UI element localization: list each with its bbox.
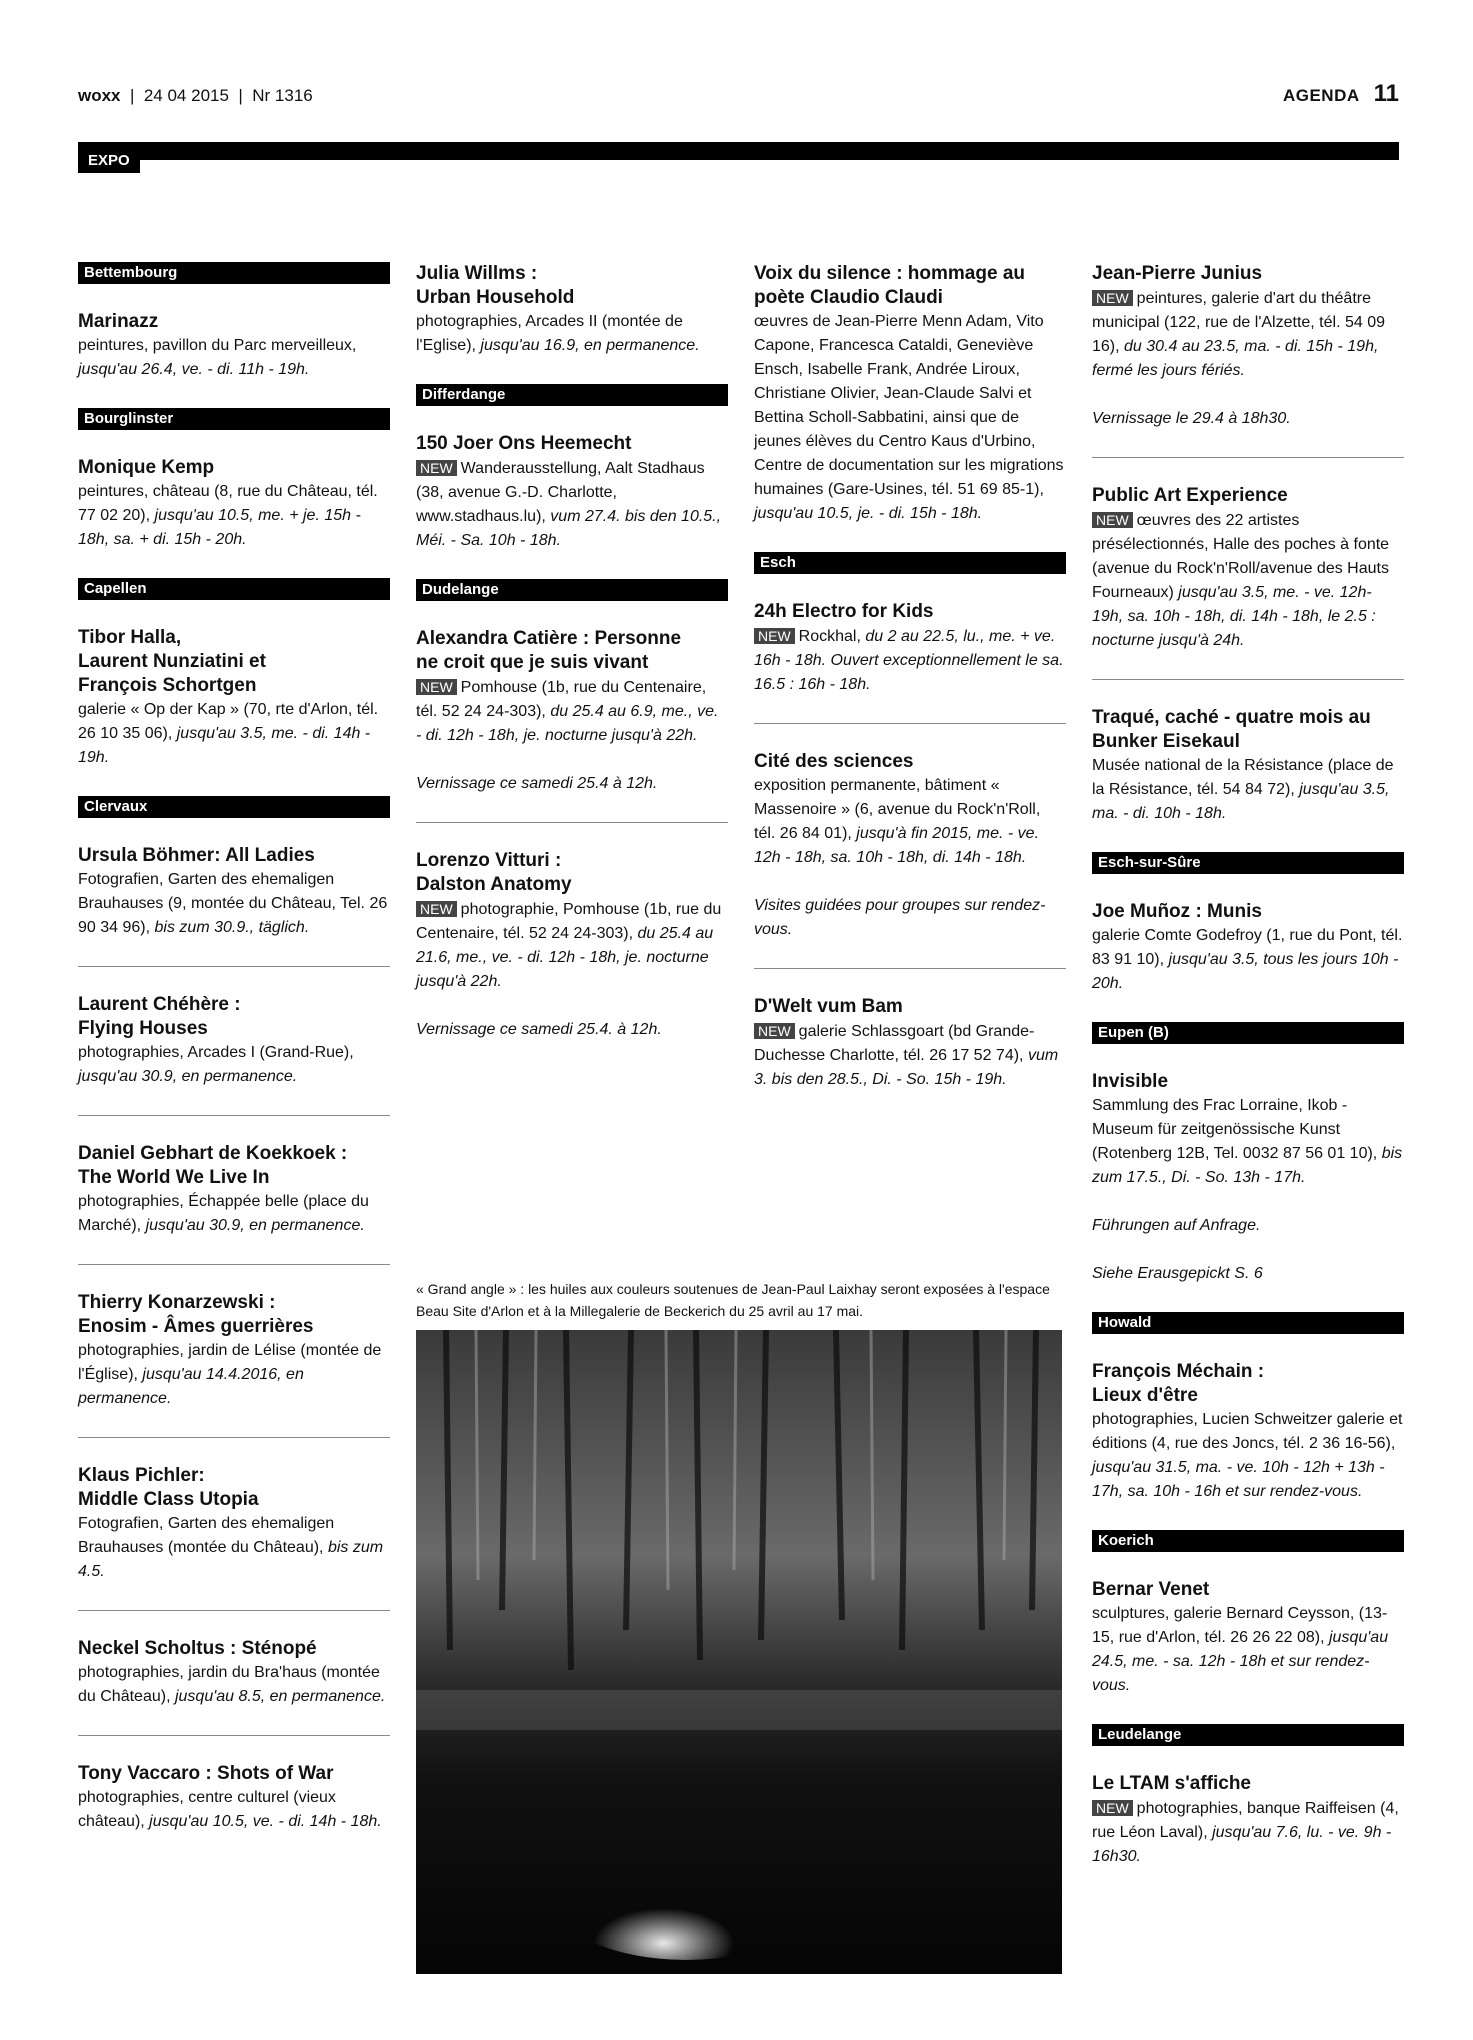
entry-title: Monique Kemp [78, 457, 215, 478]
entry-details: photographies, Arcades II (montée de l'Eglise), [416, 313, 683, 354]
page-number: 11 [1373, 80, 1399, 107]
entry-dates: jusqu'au 24.5, me. - sa. 12h - 18h et sur rendez-vous. [1092, 1629, 1389, 1694]
entry-details: photographies, jardin du Bra'haus (montée du Château), [78, 1664, 380, 1705]
entry-title: Laurent Chéhère : [78, 994, 241, 1015]
entry-title: François Schortgen [78, 675, 257, 696]
listing-entry [78, 456, 390, 552]
entry-title: Middle Class Utopia [78, 1489, 259, 1510]
entry-details: Musée national de la Résistance (place de la Résistance, tél. 54 84 72), [1092, 757, 1394, 798]
listing-column-2 [416, 262, 728, 1068]
entry-details: exposition permanente, bâtiment « Massenoire » (6, avenue du Rock'n'Roll, tél. 26 84 01), [754, 777, 1041, 842]
listing-entry [78, 993, 390, 1089]
entry-title: poète Claudio Claudi [754, 287, 943, 308]
entry-dates: bis zum 17.5., Di. - So. 13h - 17h. [1092, 1145, 1403, 1186]
city-heading: Koerich [1092, 1530, 1404, 1552]
entry-details: Wanderausstellung, Aalt Stadhaus (38, avenue G.-D. Charlotte, www.stadhaus.lu), [416, 460, 705, 525]
entry-divider [754, 723, 1066, 724]
city-heading: Bettembourg [78, 262, 390, 284]
issue-date: 24 04 2015 [143, 86, 229, 105]
new-badge: NEW [416, 460, 457, 476]
entry-dates: vum 3. bis den 28.5., Di. - So. 15h - 19h. [754, 1047, 1059, 1088]
new-badge: NEW [1092, 1800, 1133, 1816]
listing-entry [1092, 484, 1404, 653]
listing-entry [1092, 262, 1404, 431]
entry-title: Daniel Gebhart de Koekkoek : [78, 1143, 348, 1164]
listing-entry [78, 1637, 390, 1709]
section-rule [78, 142, 1399, 160]
entry-divider [78, 1437, 390, 1438]
entry-title: ne croit que je suis vivant [416, 652, 649, 673]
entry-divider [78, 1264, 390, 1265]
entry-title: D'Welt vum Bam [754, 996, 903, 1017]
listing-entry [78, 844, 390, 940]
entry-details: Rockhal, [798, 628, 861, 645]
entry-title: Invisible [1092, 1071, 1169, 1092]
painting-photo [416, 1330, 1062, 1974]
new-badge: NEW [1092, 290, 1133, 306]
entry-title: Laurent Nunziatini et [78, 651, 266, 672]
publication-name: woxx [78, 86, 121, 105]
listing-entry [416, 432, 728, 553]
entry-note: Vernissage ce samedi 25.4 à 12h. [416, 775, 658, 792]
entry-title: Bernar Venet [1092, 1579, 1210, 1600]
entry-title: Thierry Konarzewski : [78, 1292, 276, 1313]
listing-column-3 [754, 262, 1066, 1118]
listing-entry [416, 262, 728, 358]
listing-entry [754, 750, 1066, 942]
entry-details: peintures, pavillon du Parc merveilleux, [78, 337, 357, 354]
listing-entry [1092, 706, 1404, 826]
entry-dates: jusqu'au 16.9, en permanence. [480, 337, 700, 354]
entry-divider [754, 968, 1066, 969]
entry-title: Bunker Eisekaul [1092, 731, 1240, 752]
listing-entry [1092, 900, 1404, 996]
listing-entry [754, 600, 1066, 697]
entry-details: galerie Schlassgoart (bd Grande-Duchesse Charlotte, tél. 26 17 52 74), [754, 1023, 1035, 1064]
listing-entry [1092, 1360, 1404, 1504]
entry-dates: jusqu'au 10.5, me. + je. 15h - 18h, sa. + di. 15h - 20h. [78, 507, 361, 548]
entry-title: Voix du silence : hommage au [754, 263, 1025, 284]
entry-dates: jusqu'au 3.5, ma. - di. 10h - 18h. [1092, 781, 1390, 822]
entry-title: Jean-Pierre Junius [1092, 263, 1263, 284]
entry-details: photographie, Pomhouse (1b, rue du Centenaire, tél. 52 24 24-303), [416, 901, 722, 942]
entry-dates: jusqu'à fin 2015, me. - ve. 12h - 18h, sa. 10h - 18h, di. 14h - 18h. [754, 825, 1040, 866]
entry-divider [78, 1735, 390, 1736]
entry-dates: jusqu'au 31.5, ma. - ve. 10h - 12h + 13h - 17h, sa. 10h - 16h et sur rendez-vous. [1092, 1459, 1385, 1500]
entry-divider [78, 1610, 390, 1611]
city-heading: Differdange [416, 384, 728, 406]
entry-dates: du 25.4 au 6.9, me., ve. - di. 12h - 18h, je. nocturne jusqu'à 22h. [416, 703, 719, 744]
entry-dates: jusqu'au 26.4, ve. - di. 11h - 19h. [78, 361, 310, 378]
entry-dates: jusqu'au 3.5, me. - di. 14h - 19h. [78, 725, 371, 766]
new-badge: NEW [416, 901, 457, 917]
city-heading: Howald [1092, 1312, 1404, 1334]
entry-details: photographies, Échappée belle (place du Marché), [78, 1193, 369, 1234]
entry-title: Neckel Scholtus : Sténopé [78, 1638, 317, 1659]
city-heading: Eupen (B) [1092, 1022, 1404, 1044]
entry-dates: jusqu'au 3.5, me. - ve. 12h- 19h, sa. 10h - 18h, di. 14h - 18h, le 2.5 : nocturne jusqu'à 24h. [1092, 584, 1376, 649]
entry-dates: jusqu'au 3.5, tous les jours 10h - 20h. [1092, 951, 1399, 992]
entry-title: François Méchain : [1092, 1361, 1265, 1382]
entry-title: Marinazz [78, 311, 159, 332]
entry-note: Vernissage le 29.4 à 18h30. [1092, 410, 1291, 427]
entry-title: Flying Houses [78, 1018, 208, 1039]
entry-dates: jusqu'au 7.6, lu. - ve. 9h - 16h30. [1092, 1824, 1392, 1865]
entry-note: Führungen auf Anfrage. [1092, 1217, 1261, 1234]
entry-details: Sammlung des Frac Lorraine, Ikob - Museum für zeitgenössische Kunst (Rotenberg 12B, Tel. 0032 87 56 01 10), [1092, 1097, 1378, 1162]
city-heading: Leudelange [1092, 1724, 1404, 1746]
listing-entry [1092, 1772, 1404, 1869]
listing-entry [78, 1762, 390, 1834]
listing-entry [78, 1291, 390, 1411]
listing-entry [78, 626, 390, 770]
entry-dates: jusqu'au 8.5, en permanence. [174, 1688, 386, 1705]
entry-title: Lorenzo Vitturi : [416, 850, 562, 871]
entry-details: photographies, Lucien Schweitzer galerie et éditions (4, rue des Joncs, tél. 2 36 16-56), [1092, 1411, 1403, 1452]
new-badge: NEW [754, 1023, 795, 1039]
page-header-section [1283, 80, 1399, 108]
city-heading: Bourglinster [78, 408, 390, 430]
listing-entry [416, 849, 728, 1042]
city-heading: Dudelange [416, 579, 728, 601]
listing-column-1 [78, 262, 390, 1860]
new-badge: NEW [1092, 512, 1133, 528]
city-heading: Clervaux [78, 796, 390, 818]
listing-entry [78, 1142, 390, 1238]
entry-dates: du 30.4 au 23.5, ma. - di. 15h - 19h, fermé les jours fériés. [1092, 338, 1379, 379]
entry-details: galerie Comte Godefroy (1, rue du Pont, tél. 83 91 10), [1092, 927, 1403, 968]
listing-entry [78, 1464, 390, 1584]
entry-details: photographies, centre culturel (vieux château), [78, 1789, 336, 1830]
entry-title: Cité des sciences [754, 751, 914, 772]
new-badge: NEW [754, 628, 795, 644]
entry-dates: jusqu'au 30.9, en permanence. [145, 1217, 365, 1234]
entry-details: photographies, jardin de Lélise (montée de l'Église), [78, 1342, 382, 1383]
entry-title: Klaus Pichler: [78, 1465, 205, 1486]
entry-divider [416, 822, 728, 823]
issue-number: Nr 1316 [252, 86, 313, 105]
entry-details: photographies, banque Raiffeisen (4, rue Léon Laval), [1092, 1800, 1399, 1841]
entry-title: Julia Willms : [416, 263, 538, 284]
entry-title: Public Art Experience [1092, 485, 1288, 506]
city-heading: Esch [754, 552, 1066, 574]
entry-title: Traqué, caché - quatre mois au [1092, 707, 1371, 728]
entry-dates: du 2 au 22.5, lu., me. + ve. 16h - 18h. Ouvert exceptionnellement le sa. 16.5 : 16h - 18h. [754, 628, 1064, 693]
listing-entry [1092, 1070, 1404, 1286]
entry-title: Le LTAM s'affiche [1092, 1773, 1251, 1794]
entry-title: 24h Electro for Kids [754, 601, 934, 622]
entry-title: Enosim - Âmes guerrières [78, 1316, 314, 1337]
entry-details: peintures, galerie d'art du théâtre municipal (122, rue de l'Alzette, tél. 54 09 16), [1092, 290, 1385, 355]
page-header-meta: woxx | 24 04 2015 | Nr 1316 [78, 86, 313, 105]
listing-entry [78, 310, 390, 382]
entry-dates: jusqu'au 30.9, en permanence. [78, 1068, 298, 1085]
entry-details: œuvres des 22 artistes présélectionnés, Halle des poches à fonte (avenue du Rock'n'Roll/avenue des Hauts Fourneaux) [1092, 512, 1390, 601]
entry-dates: bis zum 4.5. [78, 1539, 384, 1580]
entry-title: Tony Vaccaro : Shots of War [78, 1763, 334, 1784]
new-badge: NEW [416, 679, 457, 695]
entry-note: Visites guidées pour groupes sur rendez-vous. [754, 897, 1046, 938]
city-heading: Capellen [78, 578, 390, 600]
listing-entry [754, 995, 1066, 1092]
entry-dates: bis zum 30.9., täglich. [154, 919, 310, 936]
entry-details: Fotografien, Garten des ehemaligen Brauhauses (montée du Château), [78, 1515, 335, 1556]
entry-dates: jusqu'au 10.5, ve. - di. 14h - 18h. [149, 1813, 382, 1830]
entry-dates: vum 27.4. bis den 10.5., Méi. - Sa. 10h - 18h. [416, 508, 722, 549]
entry-title: 150 Joer Ons Heemecht [416, 433, 632, 454]
entry-divider [78, 966, 390, 967]
city-heading: Esch-sur-Sûre [1092, 852, 1404, 874]
entry-title: Dalston Anatomy [416, 874, 572, 895]
entry-title: Joe Muñoz : Munis [1092, 901, 1262, 922]
entry-divider [1092, 457, 1404, 458]
expo-label: EXPO [78, 150, 140, 173]
entry-title: The World We Live In [78, 1167, 270, 1188]
entry-dates: jusqu'au 14.4.2016, en permanence. [78, 1366, 304, 1407]
entry-title: Ursula Böhmer: All Ladies [78, 845, 315, 866]
entry-note: Vernissage ce samedi 25.4. à 12h. [416, 1021, 662, 1038]
entry-title: Tibor Halla, [78, 627, 182, 648]
entry-title: Lieux d'être [1092, 1385, 1198, 1406]
photo-caption: « Grand angle » : les huiles aux couleurs soutenues de Jean-Paul Laixhay seront exposées à l'espace Beau Site d'Arlon et à la Millegalerie de Beckerich du 25 avril au 17 mai. [416, 1281, 1050, 1319]
entry-details: galerie « Op der Kap » (70, rte d'Arlon, tél. 26 10 35 06), [78, 701, 379, 742]
entry-details: sculptures, galerie Bernard Ceysson, (13-15, rue d'Arlon, tél. 26 26 22 08), [1092, 1605, 1388, 1646]
entry-title: Urban Household [416, 287, 575, 308]
entry-details: peintures, château (8, rue du Château, tél. 77 02 20), [78, 483, 378, 524]
entry-details: œuvres de Jean-Pierre Menn Adam, Vito Capone, Francesca Cataldi, Geneviève Ensch, Isabelle Frank, Andrée Liroux, Christiane Olivier, Jean-Claude Salvi et Bettina Scholl-Sabbatini, ainsi que de jeunes élèves du Centro Kaus d'Urbino, Centre de documentation sur les migrations humaines (Gare-Usines, tél. 51 69 85-1), [754, 313, 1064, 498]
listing-column-4 [1092, 262, 1404, 1895]
painting-image [416, 1330, 1062, 1974]
entry-divider [1092, 679, 1404, 680]
listing-entry [416, 627, 728, 796]
entry-details: photographies, Arcades I (Grand-Rue), [78, 1044, 354, 1061]
section-title: AGENDA [1282, 86, 1360, 105]
entry-title: Alexandra Catière : Personne [416, 628, 682, 649]
entry-dates: jusqu'au 10.5, je. - di. 15h - 18h. [754, 505, 983, 522]
entry-details: Fotografien, Garten des ehemaligen Brauhauses (9, montée du Château, Tel. 26 90 34 96), [78, 871, 388, 936]
listing-entry [754, 262, 1066, 526]
entry-divider [78, 1115, 390, 1116]
entry-note: Siehe Erausgepickt S. 6 [1092, 1265, 1263, 1282]
entry-dates: du 25.4 au 21.6, me., ve. - di. 12h - 18h, je. nocturne jusqu'à 22h. [416, 925, 714, 990]
entry-details: Pomhouse (1b, rue du Centenaire, tél. 52 24 24-303), [416, 679, 707, 720]
listing-entry [1092, 1578, 1404, 1698]
